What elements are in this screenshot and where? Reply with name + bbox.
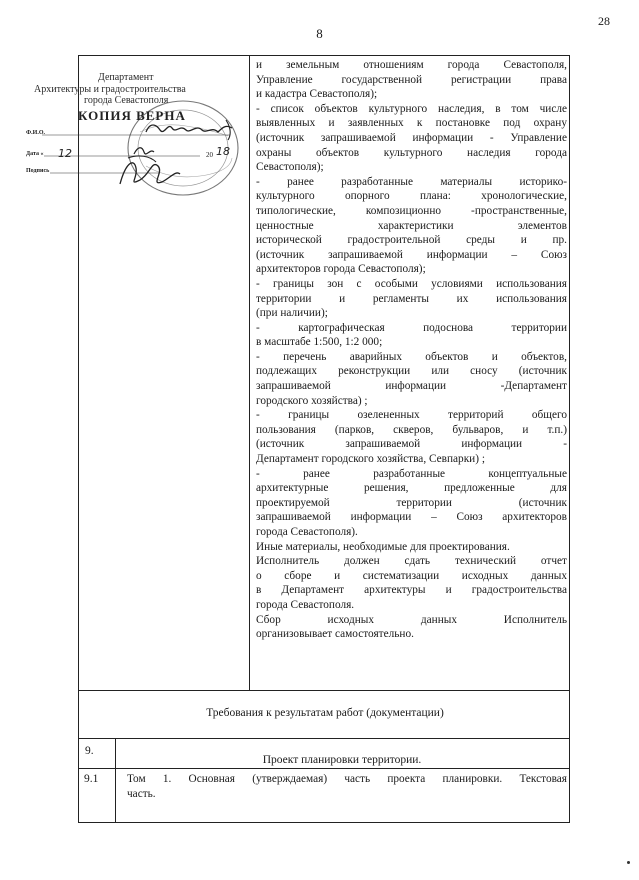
body-line: архитекторов города Севастополя); xyxy=(256,263,426,276)
body-line: Управление государственной регистрации права xyxy=(256,73,567,86)
row-9-1-text xyxy=(127,772,567,801)
row-9-title: Проект планировки территории. xyxy=(262,754,422,766)
stamp-year-prefix: 20 xyxy=(206,151,213,159)
row-9-number: 9. xyxy=(85,745,94,757)
body-line: - список объектов культурного наследия, в том числе xyxy=(256,102,567,115)
stamp-fio-label: Ф.И.О. xyxy=(26,130,45,136)
body-line: городского хозяйства) ; xyxy=(256,394,368,407)
body-line: и кадастра Севастополя); xyxy=(256,88,378,101)
table-row-divider-1 xyxy=(78,690,570,691)
body-line: - перечень аварийных объектов и объектов, xyxy=(256,350,567,363)
body-line: проектируемой территории (источник xyxy=(256,496,567,509)
body-line: города Севастополя. xyxy=(256,598,355,611)
page-mark xyxy=(627,861,630,864)
body-line: территории и регламенты их использования xyxy=(256,292,567,305)
requirements-list xyxy=(256,58,567,642)
body-line: - ранее разработанные материалы историко- xyxy=(256,175,567,188)
body-line: Иные материалы, необходимые для проектирования. xyxy=(256,540,510,553)
body-line: Департамент городского хозяйства, Севпарки) ; xyxy=(256,453,485,466)
body-line: - картографическая подоснова территории xyxy=(256,321,567,334)
body-line: (при наличии); xyxy=(256,307,328,320)
body-line: города Севастополя). xyxy=(256,526,358,538)
body-line: Сбор исходных данных Исполнитель xyxy=(256,613,567,626)
body-line: - границы озелененных территорий общего xyxy=(256,409,567,422)
body-line: охраны объектов культурного наследия города xyxy=(256,146,567,159)
body-line: и земельным отношениям города Севастополя, xyxy=(256,59,567,71)
stamp-line-architecture: Архитектуры и градостроительства xyxy=(34,84,186,95)
table-border-top xyxy=(78,55,570,56)
body-line: архитектурные решения, предложенные для xyxy=(256,482,567,495)
page-number: 8 xyxy=(316,26,323,41)
stamp-kopia-verna: КОПИЯ ВЕРНА xyxy=(78,108,186,123)
stamp-line-city: города Севастополя xyxy=(84,95,169,106)
body-line: исторической градостроительной среды и пр. xyxy=(256,234,567,247)
row-9-1-line: Том 1. Основная (утверждаемая) часть проекта планировки. Текстовая xyxy=(127,773,567,785)
body-line: пользования (парков, скверов, бульваров, и т.п.) xyxy=(256,423,567,436)
stamp-year-suffix: 18 xyxy=(216,145,230,158)
body-line: в масштабе 1:500, 1:2 000; xyxy=(256,336,383,349)
body-line: Исполнитель должен сдать технический отчет xyxy=(256,555,567,568)
body-line: (источник запрашиваемой информации - Управление xyxy=(256,131,567,144)
stamp-date-day: 12 xyxy=(58,147,72,160)
body-line: организовывает самостоятельно. xyxy=(256,628,414,641)
table-row-divider-2 xyxy=(78,738,570,739)
certification-stamp xyxy=(0,62,250,222)
body-line: о сборе и систематизации исходных данных xyxy=(256,569,567,582)
body-line: (источник запрашиваемой информации – Союз xyxy=(256,248,567,261)
table-border-bottom xyxy=(78,822,570,823)
body-line: Севастополя); xyxy=(256,161,324,174)
table-column-divider-lower xyxy=(115,738,116,823)
requirements-header: Требования к результатам работ (документации) xyxy=(206,707,444,719)
table-row-divider-3 xyxy=(78,768,570,769)
body-line: выявленных и заявленных к постановке под охрану xyxy=(256,117,567,130)
row-9-1-line: часть. xyxy=(127,787,156,800)
body-line: - границы зон с особыми условиями использования xyxy=(256,277,567,290)
table-border-right xyxy=(569,55,570,823)
sheet-number: 28 xyxy=(598,14,610,28)
body-line: - ранее разработанные концептуальные xyxy=(256,467,567,480)
body-line: типологические, композиционно -пространственные, xyxy=(256,204,567,217)
body-line: запрашиваемой информации – Союз архитекторов xyxy=(256,511,567,524)
body-line: запрашиваемой информации -Департамент xyxy=(256,380,567,393)
body-line: (источник запрашиваемой информации - xyxy=(256,438,567,451)
row-9-1-number: 9.1 xyxy=(84,773,99,785)
stamp-line-department: Департамент xyxy=(98,72,154,83)
stamp-date-label: Дата « xyxy=(26,151,44,157)
body-line: подлежащих реконструкции или сносу (источник xyxy=(256,365,567,378)
body-line: ценностные характеристики элементов xyxy=(256,219,567,232)
stamp-podpis-label: Подпись xyxy=(26,168,50,174)
body-line: в Департамент архитектуры и градостроительства xyxy=(256,584,567,597)
body-line: культурного опорного плана: хронологические, xyxy=(256,190,567,203)
